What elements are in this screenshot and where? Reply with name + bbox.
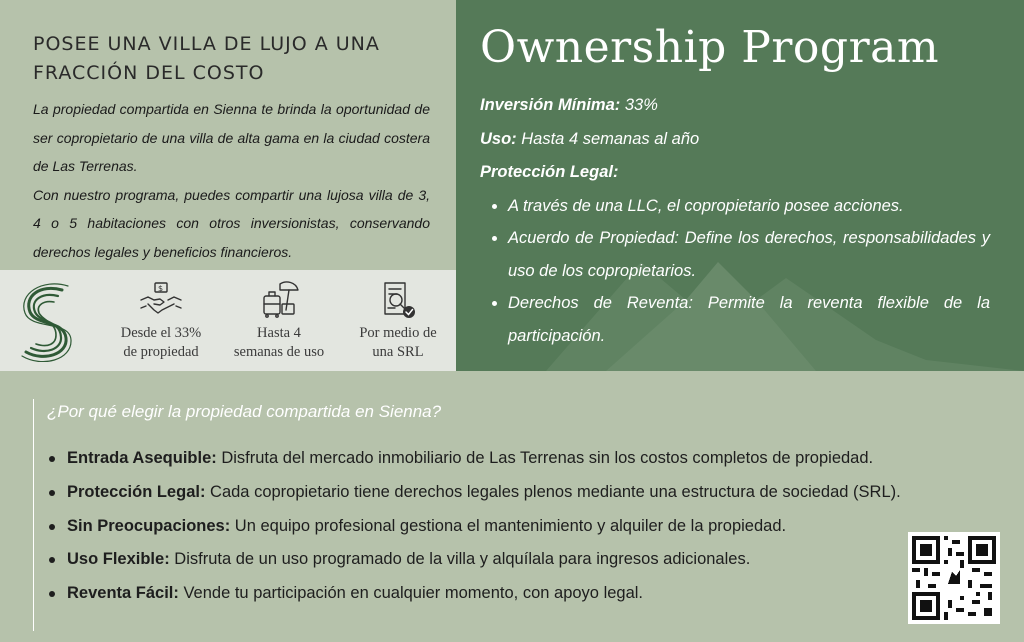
legal-protection-label: Protección Legal: [480,163,619,181]
benefit-text: Cada copropietario tiene derechos legales plenos mediante una estructura de sociedad (SRL). [205,482,901,501]
benefit-title: Reventa Fácil: [67,584,179,603]
benefit-text: Vende tu participación en cualquier momento, con apoyo legal. [178,584,644,603]
accent-line [33,399,34,631]
program-details [480,89,990,352]
usage-value: Hasta 4 semanas al año [516,129,700,148]
benefit-title: Sin Preocupaciones: [67,516,231,535]
list-item [47,510,901,544]
headline: POSEE UNA VILLA DE LUJO A UNA FRACCIÓN DEL COSTO [33,33,380,84]
intro-panel [0,0,456,270]
svg-text:$: $ [158,284,164,293]
benefit-title: Entrada Asequible: [67,449,217,467]
benefit-title: Protección Legal: [67,482,206,501]
ownership-program-panel [456,0,1024,371]
usage-line [480,123,990,157]
intro-paragraph: La propiedad compartida en Sienna te brinda la oportunidad de ser copropietario de una villa de alta gama en la ciudad costera de Las Terrenas. [33,101,430,174]
benefit-text: Disfruta del mercado inmobiliario de Las Terrenas sin los costos completos de propiedad. [216,449,874,467]
benefit-text: Disfruta de un uso programado de la villa y alquílala para ingresos adicionales. [169,550,751,569]
qr-code-icon [912,536,996,620]
intro-text [33,95,430,266]
list-item: A través de una LLC, el copropietario posee acciones. [508,190,990,223]
legal-document-icon [375,280,421,320]
why-heading: ¿Por qué elegir la propiedad compartida en Sienna? [47,402,442,421]
feature-ownership [106,280,216,362]
handshake-icon [138,280,184,320]
feature-legal [343,280,453,362]
list-item [47,543,901,577]
feature-label: Hasta 4 semanas de uso [233,325,325,360]
min-investment-line [480,89,990,123]
program-title: Ownership Program [480,22,940,73]
list-item [47,442,901,476]
luggage-beach-icon [256,280,302,320]
list-item: Acuerdo de Propiedad: Define los derechos, responsabilidades y uso de los copropietarios. [508,222,990,287]
min-investment-label: Inversión Mínima: [480,96,621,114]
intro-paragraph: Con nuestro programa, puedes compartir una lujosa villa de 3, 4 o 5 habitaciones con otros inversionistas, conservando derechos legales y beneficios financieros. [33,186,430,260]
list-item: Derechos de Reventa: Permite la reventa flexible de la participación. [508,287,990,352]
min-investment-value: 33% [620,96,658,114]
benefit-title: Uso Flexible: [67,550,170,569]
benefits-list [47,442,901,611]
feature-label: Desde el 33% de propiedad [120,325,202,360]
benefits-section [33,371,993,642]
list-item [47,577,901,611]
usage-label: Uso: [480,129,517,148]
legal-protection-line [480,156,990,190]
feature-strip [0,270,456,371]
benefit-text: Un equipo profesional gestiona el mantenimiento y alquiler de la propiedad. [230,516,787,535]
list-item [47,476,901,510]
qr-code[interactable] [908,532,1000,624]
feature-usage [224,280,334,362]
feature-label: Por medio de una SRL [359,325,437,360]
legal-protection-list [480,190,990,353]
sienna-logo-icon [18,282,74,362]
